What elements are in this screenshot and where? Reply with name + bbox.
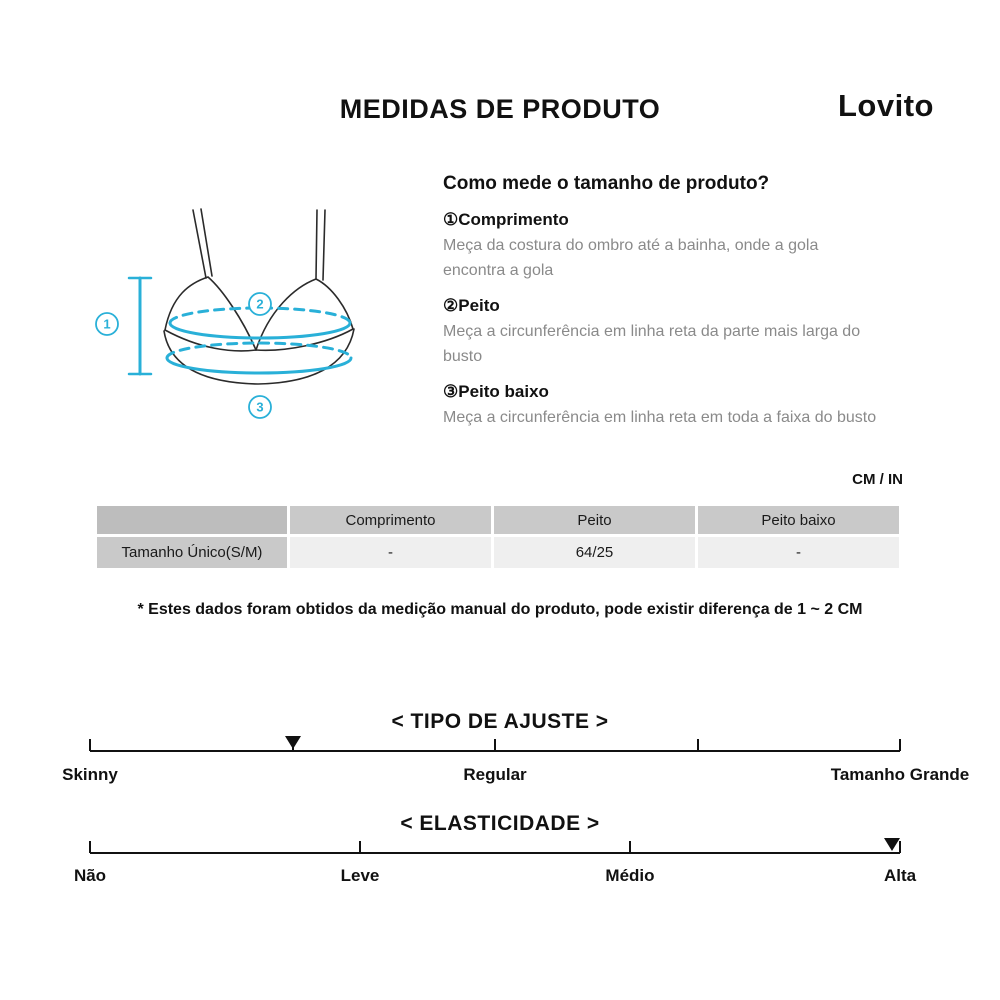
fit-type-scale-labels	[62, 765, 970, 789]
column-header-peito: Peito	[494, 506, 695, 534]
measure-badge-1-number: 1	[103, 316, 111, 332]
brand-logo: Lovito	[838, 88, 934, 123]
scale-label: Não	[73, 866, 107, 885]
guide-item-desc-line: Meça a circunferência em linha reta em toda a faixa do busto	[443, 409, 877, 426]
fit-type-scale-track	[90, 739, 900, 752]
scale-tick	[629, 841, 631, 853]
measure-guide-heading: Como mede o tamanho de produto?	[443, 173, 770, 194]
scale-label: Tamanho Grande	[830, 765, 970, 784]
size-table	[94, 503, 902, 571]
elasticity-scale-track	[90, 841, 900, 854]
guide-item-desc-line: busto	[443, 348, 483, 365]
size-row-label: Tamanho Único(S/M)	[97, 537, 287, 568]
elasticity-scale-title: < ELASTICIDADE >	[400, 812, 600, 835]
scale-tick	[494, 739, 496, 751]
guide-item-peito	[443, 293, 915, 369]
guide-item-desc-line: encontra a gola	[443, 262, 554, 279]
measure-badge-1	[96, 313, 118, 335]
guide-item-comprimento	[443, 207, 915, 283]
units-label: CM / IN	[852, 471, 903, 488]
scale-tick	[899, 739, 901, 751]
scale-label: Regular	[463, 765, 527, 784]
scale-marker-icon	[884, 838, 900, 851]
scale-tick	[359, 841, 361, 853]
size-value-comprimento: -	[290, 537, 491, 568]
measure-badge-2-number: 2	[256, 296, 264, 312]
fit-type-scale-title: < TIPO DE AJUSTE >	[391, 710, 609, 733]
scale-marker-icon	[285, 736, 301, 749]
column-header-peito-baixo: Peito baixo	[698, 506, 899, 534]
measure-badge-3	[249, 396, 271, 418]
scale-label: Médio	[605, 866, 655, 885]
measure-badge-2	[249, 293, 271, 315]
guide-item-number: ②	[443, 296, 459, 315]
scale-tick	[697, 739, 699, 751]
scale-label: Skinny	[62, 765, 118, 784]
guide-item-label-text: Comprimento	[458, 210, 569, 229]
guide-item-number: ①	[443, 210, 459, 229]
guide-item-peito-baixo	[443, 379, 915, 430]
size-value-peito-baixo: -	[698, 537, 899, 568]
table-row	[97, 537, 899, 568]
guide-item-label-text: Peito baixo	[458, 382, 549, 401]
column-header-comprimento: Comprimento	[290, 506, 491, 534]
page-title: MEDIDAS DE PRODUTO	[339, 94, 661, 124]
elasticity-scale-labels	[73, 866, 917, 890]
guide-item-label-text: Peito	[458, 296, 500, 315]
scale-tick	[89, 739, 91, 751]
guide-item-desc-line: Meça a circunferência em linha reta da parte mais larga do	[443, 323, 861, 340]
table-corner-cell	[97, 506, 287, 534]
size-value-peito: 64/25	[494, 537, 695, 568]
guide-item-label	[443, 379, 915, 405]
guide-item-number: ③	[443, 382, 459, 401]
measure-guide	[443, 173, 915, 430]
measurement-note: * Estes dados foram obtidos da medição manual do produto, pode existir diferença de 1 ~ 2 CM	[137, 601, 863, 618]
bra-measurement-diagram	[60, 192, 440, 462]
scale-tick	[89, 841, 91, 853]
guide-item-label	[443, 293, 915, 319]
guide-item-label	[443, 207, 915, 233]
measurement-lines	[129, 278, 351, 374]
scale-label: Alta	[883, 866, 917, 885]
scale-label: Leve	[340, 866, 380, 885]
measure-badge-3-number: 3	[256, 399, 264, 415]
guide-item-desc-line: Meça da costura do ombro até a bainha, onde a gola	[443, 237, 819, 254]
table-header-row	[97, 506, 899, 534]
